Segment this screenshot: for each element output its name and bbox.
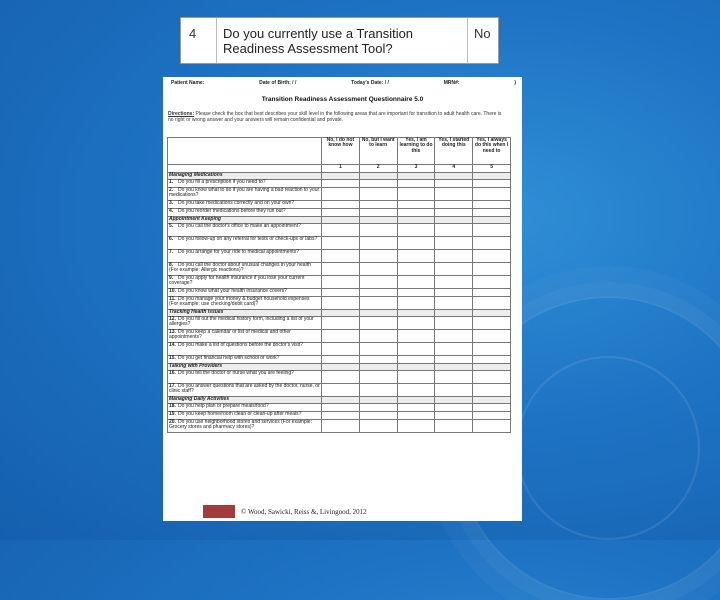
question-cell bbox=[168, 297, 322, 310]
section-cell bbox=[397, 217, 435, 224]
directions-lead: Directions: bbox=[168, 111, 195, 117]
question-label: Do you keep home/room clean or clean-up after meals? bbox=[178, 411, 302, 417]
answer-checkbox-cell[interactable] bbox=[473, 237, 511, 250]
answer-checkbox-cell[interactable] bbox=[473, 209, 511, 217]
question-label: Do you manage your money & budget household expenses (For example: use checking/debit card)? bbox=[169, 296, 310, 308]
answer-checkbox-cell[interactable] bbox=[322, 330, 360, 343]
section-title: Appointment Keeping bbox=[168, 217, 322, 224]
section-cell bbox=[435, 217, 473, 224]
section-cell bbox=[473, 173, 511, 180]
section-cell bbox=[322, 310, 360, 317]
section-cell bbox=[435, 173, 473, 180]
answer-checkbox-cell[interactable] bbox=[322, 297, 360, 310]
answer-checkbox-cell[interactable] bbox=[397, 420, 435, 433]
column-number: 4 bbox=[435, 165, 473, 173]
question-row bbox=[168, 371, 511, 384]
question-card bbox=[180, 17, 499, 64]
column-number: 1 bbox=[322, 165, 360, 173]
question-num: 20. bbox=[169, 419, 176, 425]
answer-checkbox-cell[interactable] bbox=[397, 330, 435, 343]
footer-bar bbox=[203, 505, 235, 518]
column-header: Yes, I started doing this bbox=[435, 138, 473, 165]
answer-checkbox-cell[interactable] bbox=[359, 263, 397, 276]
section-cell bbox=[397, 364, 435, 371]
question-row bbox=[168, 224, 511, 237]
answer-checkbox-cell[interactable] bbox=[322, 224, 360, 237]
question-label: Do you apply for health insurance if you lose your current coverage? bbox=[169, 275, 305, 287]
answer-checkbox-cell[interactable] bbox=[322, 263, 360, 276]
meta-date: Today's Date: / / bbox=[351, 80, 389, 86]
question-num: 3. bbox=[169, 200, 174, 206]
question-row bbox=[168, 384, 511, 397]
question-cell bbox=[168, 343, 322, 356]
answer-checkbox-cell[interactable] bbox=[473, 276, 511, 289]
questionnaire-table bbox=[167, 137, 511, 433]
answer-checkbox-cell[interactable] bbox=[473, 356, 511, 364]
answer-checkbox-cell[interactable] bbox=[435, 263, 473, 276]
question-num: 6. bbox=[169, 236, 174, 242]
answer-checkbox-cell[interactable] bbox=[322, 384, 360, 397]
answer-checkbox-cell[interactable] bbox=[359, 201, 397, 209]
question-label: Do you reorder medications before they run out? bbox=[178, 208, 286, 214]
question-num: 14. bbox=[169, 342, 176, 348]
question-label: Do you call the doctor's office to make an appointment? bbox=[178, 223, 301, 229]
column-header: Yes, I am learning to do this bbox=[397, 138, 435, 165]
answer-checkbox-cell[interactable] bbox=[473, 180, 511, 188]
answer-checkbox-cell[interactable] bbox=[473, 371, 511, 384]
question-row bbox=[168, 276, 511, 289]
question-cell bbox=[168, 224, 322, 237]
question-num: 11. bbox=[169, 296, 176, 302]
section-title: Managing Medications bbox=[168, 173, 322, 180]
answer-checkbox-cell[interactable] bbox=[435, 180, 473, 188]
answer-checkbox-cell[interactable] bbox=[397, 209, 435, 217]
answer-checkbox-cell[interactable] bbox=[397, 297, 435, 310]
question-label: Do you get financial help with school or work? bbox=[178, 355, 280, 361]
section-cell bbox=[435, 397, 473, 404]
section-cell bbox=[435, 310, 473, 317]
answer-checkbox-cell[interactable] bbox=[435, 201, 473, 209]
question-num: 2. bbox=[169, 187, 174, 193]
answer-checkbox-cell[interactable] bbox=[359, 384, 397, 397]
answer-checkbox-cell[interactable] bbox=[473, 250, 511, 263]
meta-close: ) bbox=[514, 80, 516, 86]
answer-checkbox-cell[interactable] bbox=[435, 384, 473, 397]
section-cell bbox=[359, 173, 397, 180]
directions-body: Please check the box that best describes your skill level in the following areas that are important for transition to adult health care. There is no right or wrong answer and your answers will remain confidential and private. bbox=[168, 111, 502, 123]
answer-checkbox-cell[interactable] bbox=[435, 420, 473, 433]
answer-checkbox-cell[interactable] bbox=[473, 404, 511, 412]
answer-checkbox-cell[interactable] bbox=[322, 317, 360, 330]
answer-checkbox-cell[interactable] bbox=[397, 224, 435, 237]
question-num: 18. bbox=[169, 403, 176, 409]
section-cell bbox=[397, 310, 435, 317]
answer-checkbox-cell[interactable] bbox=[435, 188, 473, 201]
section-cell bbox=[473, 310, 511, 317]
question-cell bbox=[168, 188, 322, 201]
answer-checkbox-cell[interactable] bbox=[322, 289, 360, 297]
answer-checkbox-cell[interactable] bbox=[397, 343, 435, 356]
answer-checkbox-cell[interactable] bbox=[322, 356, 360, 364]
question-label: Do you answer questions that are asked by the doctor, nurse, or clinic staff? bbox=[169, 383, 320, 395]
answer-checkbox-cell[interactable] bbox=[359, 250, 397, 263]
question-label: Do you take medications correctly and on your own? bbox=[178, 200, 295, 206]
question-answer: No bbox=[474, 26, 491, 41]
section-title: Tracking Health Issues bbox=[168, 310, 322, 317]
question-cell bbox=[168, 420, 322, 433]
answer-checkbox-cell[interactable] bbox=[397, 384, 435, 397]
answer-checkbox-cell[interactable] bbox=[359, 356, 397, 364]
question-num: 16. bbox=[169, 370, 176, 376]
question-num: 8. bbox=[169, 262, 174, 268]
question-cell bbox=[168, 330, 322, 343]
answer-checkbox-cell[interactable] bbox=[322, 343, 360, 356]
answer-checkbox-cell[interactable] bbox=[322, 188, 360, 201]
answer-checkbox-cell[interactable] bbox=[359, 276, 397, 289]
meta-name: Patient Name: bbox=[171, 80, 205, 86]
question-cell bbox=[168, 371, 322, 384]
question-label: Do you use neighborhood stores and services (For example: Grocery stores and pharmacy stores)? bbox=[169, 419, 312, 431]
answer-checkbox-cell[interactable] bbox=[435, 297, 473, 310]
section-cell bbox=[397, 397, 435, 404]
answer-checkbox-cell[interactable] bbox=[359, 188, 397, 201]
answer-checkbox-cell[interactable] bbox=[397, 237, 435, 250]
answer-checkbox-cell[interactable] bbox=[473, 263, 511, 276]
question-row bbox=[168, 250, 511, 263]
question-label: Do you make a list of questions before the doctor's visit? bbox=[178, 342, 303, 348]
question-row bbox=[168, 297, 511, 310]
section-cell bbox=[359, 397, 397, 404]
section-cell bbox=[359, 310, 397, 317]
question-num: 13. bbox=[169, 329, 176, 335]
copyright-footer bbox=[203, 505, 463, 518]
question-num: 1. bbox=[169, 179, 174, 185]
answer-checkbox-cell[interactable] bbox=[435, 224, 473, 237]
answer-checkbox-cell[interactable] bbox=[473, 343, 511, 356]
answer-checkbox-cell[interactable] bbox=[359, 420, 397, 433]
answer-checkbox-cell[interactable] bbox=[435, 250, 473, 263]
answer-checkbox-cell[interactable] bbox=[359, 289, 397, 297]
answer-checkbox-cell[interactable] bbox=[397, 289, 435, 297]
question-num: 17. bbox=[169, 383, 176, 389]
answer-checkbox-cell[interactable] bbox=[473, 188, 511, 201]
question-num: 12. bbox=[169, 316, 176, 322]
question-num: 7. bbox=[169, 249, 174, 255]
question-row bbox=[168, 263, 511, 276]
question-num: 4. bbox=[169, 208, 174, 214]
answer-checkbox-cell[interactable] bbox=[359, 180, 397, 188]
column-header-row bbox=[168, 138, 511, 165]
answer-checkbox-cell[interactable] bbox=[359, 412, 397, 420]
question-label: Do you fill a prescription if you need to? bbox=[178, 179, 266, 185]
column-number: 2 bbox=[359, 165, 397, 173]
section-cell bbox=[473, 217, 511, 224]
answer-checkbox-cell[interactable] bbox=[435, 343, 473, 356]
answer-checkbox-cell[interactable] bbox=[397, 180, 435, 188]
question-cell bbox=[168, 317, 322, 330]
question-number: 4 bbox=[181, 18, 217, 63]
column-number: 5 bbox=[473, 165, 511, 173]
answer-checkbox-cell[interactable] bbox=[322, 412, 360, 420]
question-label: Do you help plan or prepare meals/food? bbox=[178, 403, 269, 409]
section-cell bbox=[473, 397, 511, 404]
answer-checkbox-cell[interactable] bbox=[435, 330, 473, 343]
question-row bbox=[168, 237, 511, 250]
answer-checkbox-cell[interactable] bbox=[359, 209, 397, 217]
answer-checkbox-cell[interactable] bbox=[397, 250, 435, 263]
question-row bbox=[168, 188, 511, 201]
answer-checkbox-cell[interactable] bbox=[322, 404, 360, 412]
answer-checkbox-cell[interactable] bbox=[473, 412, 511, 420]
question-text: Do you currently use a Transition Readiness Assessment Tool? bbox=[217, 18, 468, 63]
answer-checkbox-cell[interactable] bbox=[359, 224, 397, 237]
questionnaire-document bbox=[163, 77, 522, 521]
answer-checkbox-cell[interactable] bbox=[397, 263, 435, 276]
answer-checkbox-cell[interactable] bbox=[473, 297, 511, 310]
question-row bbox=[168, 420, 511, 433]
section-cell bbox=[473, 364, 511, 371]
answer-checkbox-cell[interactable] bbox=[435, 317, 473, 330]
answer-checkbox-cell[interactable] bbox=[397, 371, 435, 384]
question-row bbox=[168, 317, 511, 330]
document-title: Transition Readiness Assessment Questionnaire 5.0 bbox=[261, 96, 424, 103]
answer-checkbox-cell[interactable] bbox=[473, 317, 511, 330]
answer-checkbox-cell[interactable] bbox=[322, 180, 360, 188]
section-cell bbox=[397, 173, 435, 180]
section-cell bbox=[435, 364, 473, 371]
answer-checkbox-cell[interactable] bbox=[397, 188, 435, 201]
question-num: 10. bbox=[169, 288, 176, 294]
answer-checkbox-cell[interactable] bbox=[473, 289, 511, 297]
answer-checkbox-cell[interactable] bbox=[322, 276, 360, 289]
answer-checkbox-cell[interactable] bbox=[435, 356, 473, 364]
section-title: Talking with Providers bbox=[168, 364, 322, 371]
question-cell bbox=[168, 237, 322, 250]
answer-checkbox-cell[interactable] bbox=[359, 297, 397, 310]
section-cell bbox=[322, 217, 360, 224]
answer-checkbox-cell[interactable] bbox=[473, 420, 511, 433]
copyright-text: © Wood, Sawicki, Reiss &, Livingood, 2012 bbox=[241, 507, 367, 516]
answer-checkbox-cell[interactable] bbox=[397, 404, 435, 412]
question-num: 19. bbox=[169, 411, 176, 417]
question-cell bbox=[168, 250, 322, 263]
answer-checkbox-cell[interactable] bbox=[473, 201, 511, 209]
answer-checkbox-cell[interactable] bbox=[322, 201, 360, 209]
question-num: 15. bbox=[169, 355, 176, 361]
directions bbox=[168, 111, 508, 123]
patient-meta bbox=[171, 80, 516, 86]
answer-checkbox-cell[interactable] bbox=[435, 371, 473, 384]
answer-checkbox-cell[interactable] bbox=[397, 356, 435, 364]
question-num: 9. bbox=[169, 275, 174, 281]
section-title: Managing Daily Activities bbox=[168, 397, 322, 404]
answer-checkbox-cell[interactable] bbox=[359, 330, 397, 343]
question-cell bbox=[168, 276, 322, 289]
column-header: No, but I want to learn bbox=[359, 138, 397, 165]
section-cell bbox=[359, 364, 397, 371]
meta-dob: Date of Birth: / / bbox=[259, 80, 297, 86]
meta-mrn: MRN#: bbox=[443, 80, 460, 86]
question-label: Do you follow-up on any referral for tests or check-ups or labs? bbox=[178, 236, 318, 242]
answer-checkbox-cell[interactable] bbox=[359, 404, 397, 412]
answer-checkbox-cell[interactable] bbox=[435, 404, 473, 412]
column-header: Yes, I always do this when I need to bbox=[473, 138, 511, 165]
answer-checkbox-cell[interactable] bbox=[397, 317, 435, 330]
question-row bbox=[168, 343, 511, 356]
question-cell bbox=[168, 263, 322, 276]
question-cell bbox=[168, 384, 322, 397]
column-header: No, I do not know how bbox=[322, 138, 360, 165]
answer-checkbox-cell[interactable] bbox=[435, 412, 473, 420]
answer-checkbox-cell[interactable] bbox=[359, 343, 397, 356]
question-label: Do you keep a calendar or list of medical and other appointments? bbox=[169, 329, 291, 341]
answer-checkbox-cell[interactable] bbox=[435, 289, 473, 297]
section-cell bbox=[359, 217, 397, 224]
answer-checkbox-cell[interactable] bbox=[322, 420, 360, 433]
section-cell bbox=[322, 364, 360, 371]
answer-checkbox-cell[interactable] bbox=[322, 209, 360, 217]
column-number: 3 bbox=[397, 165, 435, 173]
answer-checkbox-cell[interactable] bbox=[322, 237, 360, 250]
answer-checkbox-cell[interactable] bbox=[473, 224, 511, 237]
answer-checkbox-cell[interactable] bbox=[473, 330, 511, 343]
question-label: Do you tell the doctor or nurse what you are feeling? bbox=[178, 370, 294, 376]
answer-checkbox-cell[interactable] bbox=[397, 276, 435, 289]
answer-checkbox-cell[interactable] bbox=[435, 276, 473, 289]
answer-checkbox-cell[interactable] bbox=[359, 317, 397, 330]
question-num: 5. bbox=[169, 223, 174, 229]
question-row bbox=[168, 330, 511, 343]
answer-checkbox-cell[interactable] bbox=[359, 237, 397, 250]
answer-checkbox-cell[interactable] bbox=[322, 250, 360, 263]
question-label: Do you know what to do if you are having a bad reaction to your medications? bbox=[169, 187, 320, 199]
question-label: Do you know what your health insurance covers? bbox=[178, 288, 287, 294]
answer-checkbox-cell[interactable] bbox=[397, 412, 435, 420]
section-cell bbox=[322, 173, 360, 180]
answer-checkbox-cell[interactable] bbox=[359, 371, 397, 384]
question-label: Do you arrange for your ride to medical appointments? bbox=[178, 249, 299, 255]
answer-checkbox-cell[interactable] bbox=[473, 384, 511, 397]
background-swirl-inner bbox=[516, 356, 700, 540]
answer-checkbox-cell[interactable] bbox=[435, 237, 473, 250]
question-label: Do you fill out the medical history form, including a list of your allergies? bbox=[169, 316, 314, 328]
question-label: Do you call the doctor about unusual changes in your health (For example: Allergic reactions)? bbox=[169, 262, 311, 274]
answer-checkbox-cell[interactable] bbox=[435, 209, 473, 217]
section-cell bbox=[322, 397, 360, 404]
answer-checkbox-cell[interactable] bbox=[397, 201, 435, 209]
answer-checkbox-cell[interactable] bbox=[322, 371, 360, 384]
